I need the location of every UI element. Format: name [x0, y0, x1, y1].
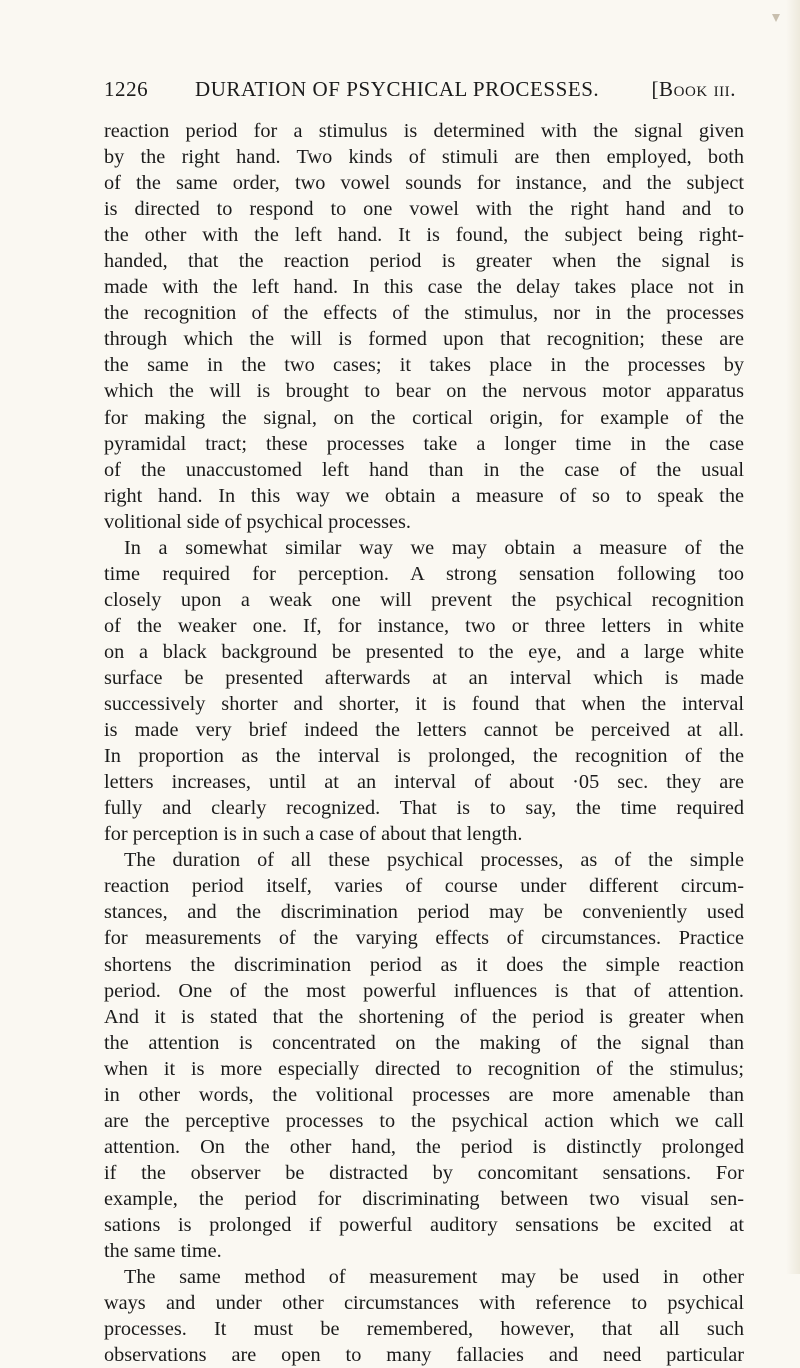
text-line: are the perceptive processes to the psychical action which we call [104, 1109, 744, 1132]
text-line: attention. On the other hand, the period is distinctly prolonged [104, 1135, 744, 1158]
text-line: handed, that the reaction period is greater when the signal is [104, 250, 744, 273]
text-line: ways and under other circumstances with reference to psychical [104, 1292, 744, 1315]
text-line: letters increases, until at an interval of about ·05 sec. they are [104, 771, 744, 794]
text-line: In proportion as the interval is prolonged, the recognition of the [104, 745, 744, 768]
page-number: 1226 [104, 77, 149, 101]
text-line: by the right hand. Two kinds of stimuli are then employed, both [104, 146, 744, 169]
text-line: period. One of the most powerful influences is that of attention. [104, 979, 744, 1002]
text-line: surface be presented afterwards at an interval which is made [104, 666, 744, 689]
text-line: which the will is brought to bear on the nervous motor apparatus [104, 380, 744, 403]
paragraph-end-line: volitional side of psychical processes. [104, 510, 411, 533]
text-line: closely upon a weak one will prevent the psychical recognition [104, 588, 744, 611]
text-line: is directed to respond to one vowel with the right hand and to [104, 198, 744, 221]
text-line: reaction period for a stimulus is determined with the signal given [104, 120, 744, 142]
text-line: the recognition of the effects of the stimulus, nor in the processes [104, 302, 744, 325]
text-line: for measurements of the varying effects of circumstances. Practice [104, 927, 744, 950]
text-line: example, the period for discriminating between two visual sen- [104, 1187, 744, 1210]
text-line: if the observer be distracted by concomitant sensations. For [104, 1161, 744, 1184]
text-line: on a black background be presented to the eye, and a large white [104, 640, 744, 663]
text-line: the same in the two cases; it takes place in the processes by [104, 354, 744, 377]
body-text [104, 118, 744, 1368]
running-title: DURATION OF PSYCHICAL PROCESSES. [195, 77, 600, 101]
text-line: And it is stated that the shortening of the period is greater when [104, 1005, 744, 1028]
text-line: observations are open to many fallacies and need particular [104, 1344, 744, 1367]
paragraph-start-line: The same method of measurement may be used in other [124, 1266, 744, 1289]
text-line: fully and clearly recognized. That is to say, the time required [104, 797, 744, 820]
text-line: the other with the left hand. It is found, the subject being right- [104, 224, 744, 247]
text-line: shortens the discrimination period as it does the simple reaction [104, 953, 744, 976]
text-line: successively shorter and shorter, it is found that when the interval [104, 693, 744, 716]
text-line: when it is more especially directed to recognition of the stimulus; [104, 1057, 744, 1080]
text-line: of the weaker one. If, for instance, two or three letters in white [104, 614, 744, 637]
text-line: made with the left hand. In this case the delay takes place not in [104, 276, 744, 299]
text-line: in other words, the volitional processes are more amenable than [104, 1083, 744, 1106]
text-line: through which the will is formed upon that recognition; these are [104, 328, 744, 351]
text-line: reaction period itself, varies of course under different circum- [104, 875, 744, 898]
text-line: time required for perception. A strong sensation following too [104, 562, 744, 585]
text-line: right hand. In this way we obtain a measure of so to speak the [104, 484, 744, 507]
text-line: of the same order, two vowel sounds for instance, and the subject [104, 172, 744, 195]
paragraph-start-line: In a somewhat similar way we may obtain a measure of the [124, 536, 744, 559]
text-line: is made very brief indeed the letters cannot be perceived at all. [104, 719, 744, 742]
paragraph-end-line: the same time. [104, 1240, 222, 1263]
text-line: of the unaccustomed left hand than in the case of the usual [104, 458, 744, 481]
paragraph-end-line: for perception is in such a case of about that length. [104, 823, 523, 846]
paragraph-start-line: The duration of all these psychical processes, as of the simple [124, 849, 744, 872]
text-line: stances, and the discrimination period may be conveniently used [104, 901, 744, 924]
text-line: sations is prolonged if powerful auditory sensations be excited at [104, 1213, 744, 1236]
text-line: processes. It must be remembered, however, that all such [104, 1318, 744, 1341]
text-line: pyramidal tract; these processes take a longer time in the case [104, 432, 744, 455]
page-edge-shadow [786, 0, 800, 1274]
text-line: the attention is concentrated on the making of the signal than [104, 1031, 744, 1054]
book-label: [Book iii. [651, 77, 736, 101]
corner-mark-icon [771, 13, 781, 23]
text-line: for making the signal, on the cortical origin, for example of the [104, 406, 744, 429]
